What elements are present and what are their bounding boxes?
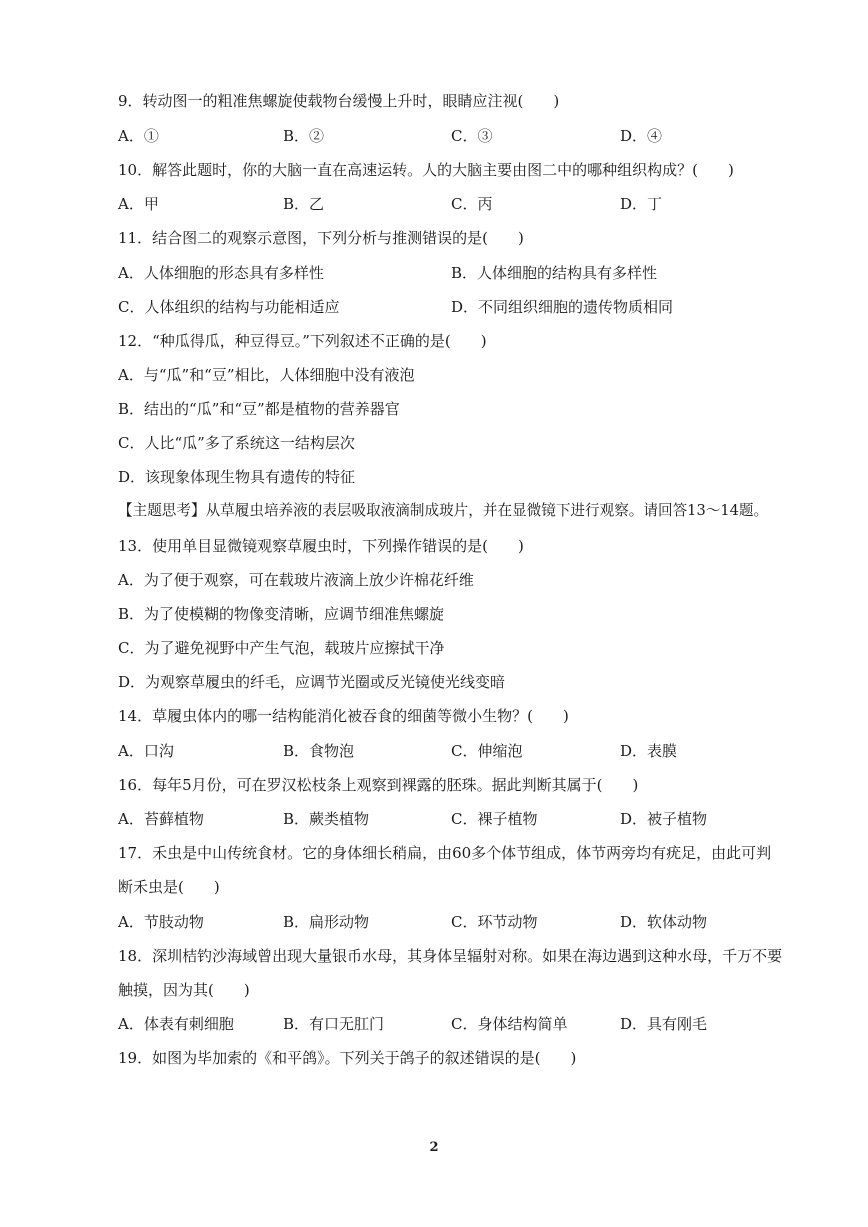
option-11b: B．人体细胞的结构具有多样性 — [451, 264, 658, 282]
option-13c: C．为了避免视野中产生气泡，载玻片应擦拭干净 — [118, 639, 445, 657]
option-12d: D．该现象体现生物具有遗传的特征 — [118, 468, 356, 486]
option-9a: A．① — [118, 127, 159, 145]
question-14-stem: 14．草履虫体内的哪一结构能消化被吞食的细菌等微小生物？( ) — [118, 707, 569, 725]
option-11c: C．人体组织的结构与功能相适应 — [118, 298, 340, 316]
question-13-stem: 13．使用单目显微镜观察草履虫时，下列操作错误的是( ) — [118, 537, 524, 555]
option-11a: A．人体细胞的形态具有多样性 — [118, 264, 324, 282]
option-16c: C．裸子植物 — [451, 810, 538, 828]
option-12b: B．结出的“瓜”和“豆”都是植物的营养器官 — [118, 400, 400, 418]
option-17a: A．节肢动物 — [118, 913, 204, 931]
option-14c: C．伸缩泡 — [451, 742, 523, 760]
option-14a: A．口沟 — [118, 742, 174, 760]
option-17d: D．软体动物 — [620, 913, 708, 931]
option-17c: C．环节动物 — [451, 913, 538, 931]
option-16b: B．蕨类植物 — [283, 810, 370, 828]
option-18b: B．有口无肛门 — [283, 1015, 385, 1033]
question-9-stem: 9．转动图一的粗准焦螺旋使载物台缓慢上升时，眼睛应注视( ) — [118, 92, 560, 110]
option-13d: D．为观察草履虫的纤毛，应调节光圈或反光镜使光线变暗 — [118, 673, 506, 691]
option-9b: B．② — [283, 127, 325, 145]
topic-intro: 【主题思考】从草履虫培养液的表层吸取液滴制成玻片，并在显微镜下进行观察。请回答13～14题。 — [118, 502, 769, 519]
question-17-stem: 17．禾虫是中山传统食材。它的身体细长稍扁，由60多个体节组成，体节两旁均有疣足，由此可判 — [118, 844, 772, 862]
option-17b: B．扁形动物 — [283, 913, 370, 931]
question-11-stem: 11．结合图二的观察示意图，下列分析与推测错误的是( ) — [118, 229, 524, 247]
option-18a: A．体表有刺细胞 — [118, 1015, 234, 1033]
question-19-stem: 19．如图为毕加索的《和平鸽》。下列关于鸽子的叙述错误的是( ) — [118, 1049, 577, 1067]
question-18-stem: 18．深圳桔钓沙海域曾出现大量银币水母，其身体呈辐射对称。如果在海边遇到这种水母，千万不要 — [118, 947, 783, 965]
page-number: 2 — [429, 1140, 439, 1155]
option-16d: D．被子植物 — [620, 810, 708, 828]
option-12a: A．与“瓜”和“豆”相比，人体细胞中没有液泡 — [118, 366, 415, 384]
option-9c: C．③ — [451, 127, 493, 145]
option-10c: C．丙 — [451, 195, 493, 213]
question-12-stem: 12．“种瓜得瓜，种豆得豆。”下列叙述不正确的是( ) — [118, 332, 487, 350]
option-18d: D．具有刚毛 — [620, 1015, 708, 1033]
option-10a: A．甲 — [118, 195, 159, 213]
option-14d: D．表膜 — [620, 742, 678, 760]
option-9d: D．④ — [620, 127, 663, 145]
option-14b: B．食物泡 — [283, 742, 355, 760]
option-10b: B．乙 — [283, 195, 325, 213]
option-13b: B．为了使模糊的物像变清晰，应调节细准焦螺旋 — [118, 605, 445, 623]
option-16a: A．苔藓植物 — [118, 810, 204, 828]
question-10-stem: 10．解答此题时，你的大脑一直在高速运转。人的大脑主要由图二中的哪种组织构成？( ) — [118, 161, 734, 179]
question-16-stem: 16．每年5月份，可在罗汉松枝条上观察到裸露的胚珠。据此判断其属于( ) — [118, 776, 639, 794]
question-18-stem-cont: 触摸，因为其( ) — [118, 981, 250, 999]
option-12c: C．人比“瓜”多了系统这一结构层次 — [118, 434, 355, 452]
option-11d: D．不同组织细胞的遗传物质相同 — [451, 298, 674, 316]
question-17-stem-cont: 断禾虫是( ) — [118, 878, 220, 896]
option-13a: A．为了便于观察，可在载玻片液滴上放少许棉花纤维 — [118, 571, 474, 589]
option-10d: D．丁 — [620, 195, 663, 213]
option-18c: C．身体结构简单 — [451, 1015, 568, 1033]
